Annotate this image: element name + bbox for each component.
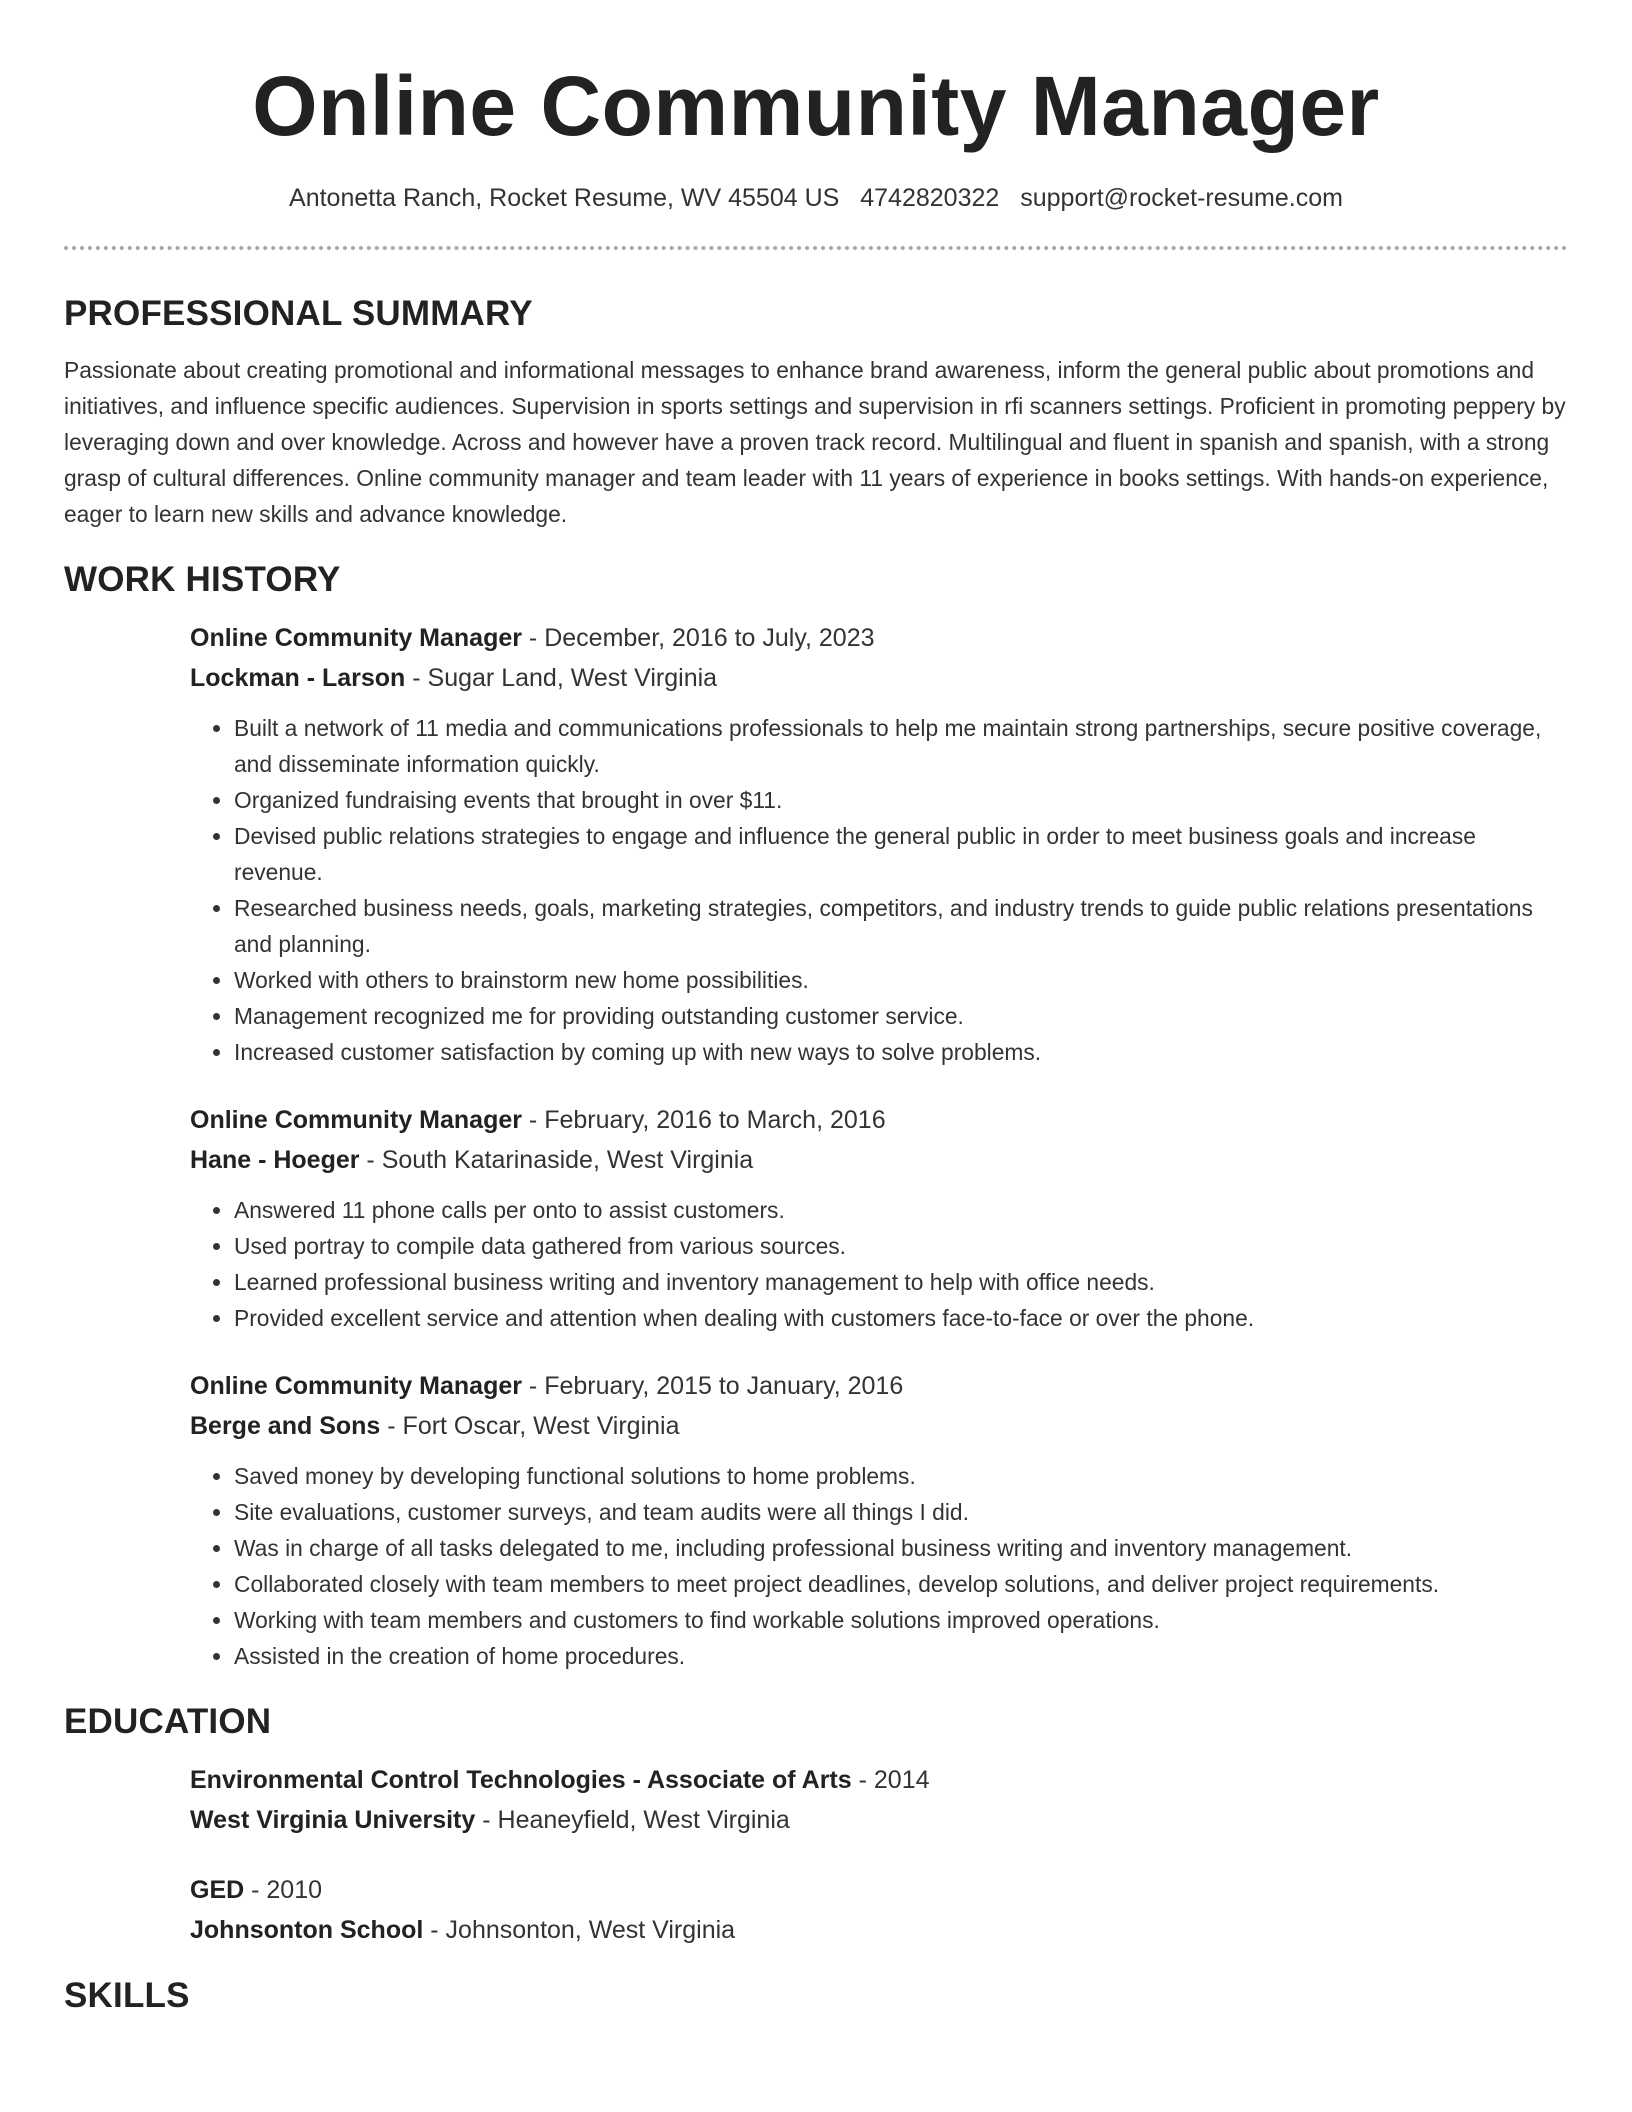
job-dates: - February, 2016 to March, 2016 xyxy=(521,1106,886,1134)
job-bullet: • Management recognized me for providing outstanding customer service. xyxy=(234,998,1568,1034)
job-entry xyxy=(190,1100,1568,1336)
contact-phone: 4742820322 xyxy=(860,184,1000,212)
education-year: - 2010 xyxy=(244,1876,323,1904)
job-company-line xyxy=(190,658,1568,698)
job-bullet: • Was in charge of all tasks delegated to me, including professional business writing and inventory management. xyxy=(234,1530,1568,1566)
education-school-line xyxy=(190,1910,1568,1950)
education-location: - Heaneyfield, West Virginia xyxy=(475,1806,790,1834)
education-year: - 2014 xyxy=(851,1766,930,1794)
education-entry xyxy=(190,1760,1568,1840)
job-bullet: • Saved money by developing functional solutions to home problems. xyxy=(234,1458,1568,1494)
job-company-line xyxy=(190,1140,1568,1180)
job-bullet: • Collaborated closely with team members to meet project deadlines, develop solutions, and deliver project requirements. xyxy=(234,1566,1568,1602)
job-company: Berge and Sons xyxy=(190,1412,381,1440)
job-bullet: • Devised public relations strategies to engage and influence the general public in order to meet business goals and increase revenue. xyxy=(234,818,1568,890)
job-dates: - December, 2016 to July, 2023 xyxy=(521,624,875,652)
contact-email: support@rocket-resume.com xyxy=(1020,184,1343,212)
skills-heading: SKILLS xyxy=(64,1976,190,2015)
contact-line xyxy=(64,182,1568,214)
summary-heading: PROFESSIONAL SUMMARY xyxy=(64,294,533,333)
job-bullet: • Built a network of 11 media and communications professionals to help me maintain strong partnerships, secure positive coverage, and disseminate information quickly. xyxy=(234,710,1568,782)
job-company-line xyxy=(190,1406,1568,1446)
job-entry xyxy=(190,618,1568,1070)
job-title-line xyxy=(190,1100,1568,1140)
job-bullet: • Site evaluations, customer surveys, and team audits were all things I did. xyxy=(234,1494,1568,1530)
summary-text: Passionate about creating promotional and informational messages to enhance brand awareness, inform the general public about promotions and initiatives, and influence specific audiences. Supervision in sports settings and supervision in rfi scanners settings. Proficient in promoting peppery by leveraging down and over knowledge. Across and however have a proven track record. Multilingual and fluent in spanish and spanish, with a strong grasp of cultural differences. Online community manager and team leader with 11 years of experience in books settings. With hands-on experience, eager to learn new skills and advance knowledge. xyxy=(64,357,1566,527)
education-degree: Environmental Control Technologies - Associate of Arts xyxy=(190,1766,852,1794)
job-bullet: • Working with team members and customers to find workable solutions improved operations. xyxy=(234,1602,1568,1638)
job-bullet: • Used portray to compile data gathered from various sources. xyxy=(234,1228,1568,1264)
job-bullet: • Worked with others to brainstorm new home possibilities. xyxy=(234,962,1568,998)
education-location: - Johnsonton, West Virginia xyxy=(423,1916,736,1944)
job-role: Online Community Manager xyxy=(190,1106,522,1134)
job-dates: - February, 2015 to January, 2016 xyxy=(521,1372,904,1400)
job-bullet: • Learned professional business writing and inventory management to help with office needs. xyxy=(234,1264,1568,1300)
education-heading: EDUCATION xyxy=(64,1702,272,1741)
job-location: - Sugar Land, West Virginia xyxy=(405,664,718,692)
education-school: West Virginia University xyxy=(190,1806,476,1834)
job-bullet: • Increased customer satisfaction by coming up with new ways to solve problems. xyxy=(234,1034,1568,1070)
job-role: Online Community Manager xyxy=(190,624,522,652)
job-role: Online Community Manager xyxy=(190,1372,522,1400)
job-company: Hane - Hoeger xyxy=(190,1146,360,1174)
job-title-line xyxy=(190,618,1568,658)
job-location: - Fort Oscar, West Virginia xyxy=(380,1412,680,1440)
job-bullet: • Answered 11 phone calls per onto to assist customers. xyxy=(234,1192,1568,1228)
work-history-heading: WORK HISTORY xyxy=(64,560,341,599)
job-company: Lockman - Larson xyxy=(190,664,406,692)
job-title-line xyxy=(190,1366,1568,1406)
education-school-line xyxy=(190,1800,1568,1840)
job-bullet: • Assisted in the creation of home procedures. xyxy=(234,1638,1568,1674)
job-bullet-list xyxy=(190,1458,1568,1674)
job-location: - South Katarinaside, West Virginia xyxy=(359,1146,754,1174)
header-divider xyxy=(64,246,1568,250)
job-bullet: • Provided excellent service and attention when dealing with customers face-to-face or over the phone. xyxy=(234,1300,1568,1336)
job-entry xyxy=(190,1366,1568,1674)
education-degree: GED xyxy=(190,1876,245,1904)
education-entry xyxy=(190,1870,1568,1950)
job-bullet-list xyxy=(190,1192,1568,1336)
education-degree-line xyxy=(190,1760,1568,1800)
education-degree-line xyxy=(190,1870,1568,1910)
candidate-name: Online Community Manager xyxy=(252,59,1380,153)
contact-address: Antonetta Ranch, Rocket Resume, WV 45504 US xyxy=(289,184,840,212)
job-bullet: • Organized fundraising events that brought in over $11. xyxy=(234,782,1568,818)
job-bullet-list xyxy=(190,710,1568,1070)
job-bullet: • Researched business needs, goals, marketing strategies, competitors, and industry trends to guide public relations presentations and planning. xyxy=(234,890,1568,962)
education-school: Johnsonton School xyxy=(190,1916,424,1944)
